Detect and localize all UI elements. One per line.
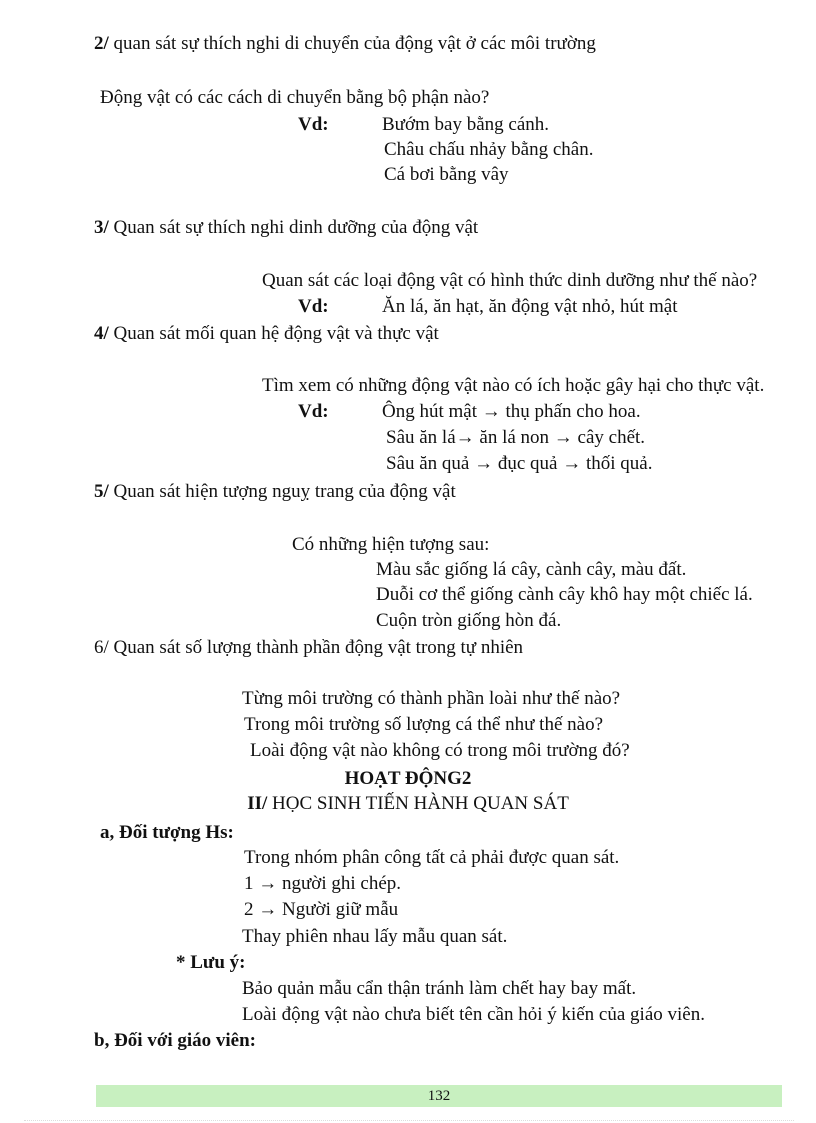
section-6-question-2: Trong môi trường số lượng cá thể như thế nào? <box>244 714 603 735</box>
section-2-number: 2/ <box>94 33 109 54</box>
section-6-question-3: Loài động vật nào không có trong môi trường đó? <box>250 740 630 761</box>
section-5-item-3: Cuộn tròn giống hòn đá. <box>376 610 562 631</box>
section-3-heading <box>94 216 478 240</box>
activity-sub-number: II/ <box>247 793 268 814</box>
section-4-heading <box>94 322 439 346</box>
section-2-vd-label: Vd: <box>298 114 329 135</box>
section-5-item-2: Duỗi cơ thể giống cành cây khô hay một chiếc lá. <box>376 584 753 605</box>
section-2-question: Động vật có các cách di chuyển bằng bộ phận nào? <box>100 87 490 108</box>
section-2-title: quan sát sự thích nghi di chuyển của động vật ở các môi trường <box>108 33 596 54</box>
section-5-number: 5/ <box>94 481 109 502</box>
part-a-line-2: 1 → người ghi chép. <box>244 873 402 894</box>
section-2-example-2: Châu chấu nhảy bằng chân. <box>384 139 594 160</box>
section-3-number: 3/ <box>94 217 109 238</box>
section-2-example-1: Bướm bay bằng cánh. <box>382 114 550 135</box>
note-line-2: Loài động vật nào chưa biết tên cần hỏi ý kiến của giáo viên. <box>242 1004 705 1025</box>
part-a-label: a, Đối tượng Hs: <box>100 822 234 843</box>
section-3-question: Quan sát các loại động vật có hình thức dinh dưỡng như thế nào? <box>262 270 758 291</box>
note-line-1: Bảo quản mẫu cẩn thận tránh làm chết hay bay mất. <box>242 978 637 999</box>
section-4-vd-label: Vd: <box>298 401 329 422</box>
part-a-line-4: Thay phiên nhau lấy mẫu quan sát. <box>242 926 508 947</box>
section-5-heading <box>94 480 456 504</box>
section-4-question: Tìm xem có những động vật nào có ích hoặc gây hại cho thực vật. <box>262 375 765 396</box>
section-3-example-1: Ăn lá, ăn hạt, ăn động vật nhỏ, hút mật <box>382 296 678 317</box>
section-3-vd-label: Vd: <box>298 296 329 317</box>
page-number: 132 <box>427 1088 451 1104</box>
section-4-example-3: Sâu ăn quả → đục quả → thối quả. <box>386 453 653 474</box>
section-3-title: Quan sát sự thích nghi dinh dưỡng của động vật <box>108 217 479 238</box>
part-a-line-1: Trong nhóm phân công tất cả phải được quan sát. <box>244 847 620 868</box>
section-2-example-3: Cá bơi bằng vây <box>384 164 509 185</box>
part-b-label: b, Đối với giáo viên: <box>94 1030 257 1051</box>
activity-subheading <box>0 792 816 816</box>
section-6-title: Quan sát số lượng thành phần động vật trong tự nhiên <box>108 637 524 658</box>
page-footer-band <box>96 1085 782 1107</box>
section-2-heading <box>94 32 596 56</box>
activity-heading: HOẠT ĐỘNG2 <box>344 768 472 789</box>
section-4-number: 4/ <box>94 323 109 344</box>
section-4-title: Quan sát mối quan hệ động vật và thực vật <box>108 323 439 344</box>
section-5-title: Quan sát hiện tượng nguỵ trang của động vật <box>108 481 456 502</box>
activity-sub-title: HỌC SINH TIẾN HÀNH QUAN SÁT <box>267 793 569 814</box>
section-4-example-1: Ông hút mật → thụ phấn cho hoa. <box>382 401 641 422</box>
note-label: * Lưu ý: <box>176 952 246 973</box>
section-4-example-2: Sâu ăn lá→ ăn lá non → cây chết. <box>386 427 646 448</box>
section-6-number: 6/ <box>94 637 109 658</box>
section-5-item-1: Màu sắc giống lá cây, cành cây, màu đất. <box>376 559 687 580</box>
bottom-dotted-rule <box>24 1120 794 1121</box>
part-a-line-3: 2 → Người giữ mẫu <box>244 899 399 920</box>
section-6-heading <box>94 636 523 660</box>
section-5-intro: Có những hiện tượng sau: <box>292 534 490 555</box>
section-6-question-1: Từng môi trường có thành phần loài như thế nào? <box>242 688 621 709</box>
